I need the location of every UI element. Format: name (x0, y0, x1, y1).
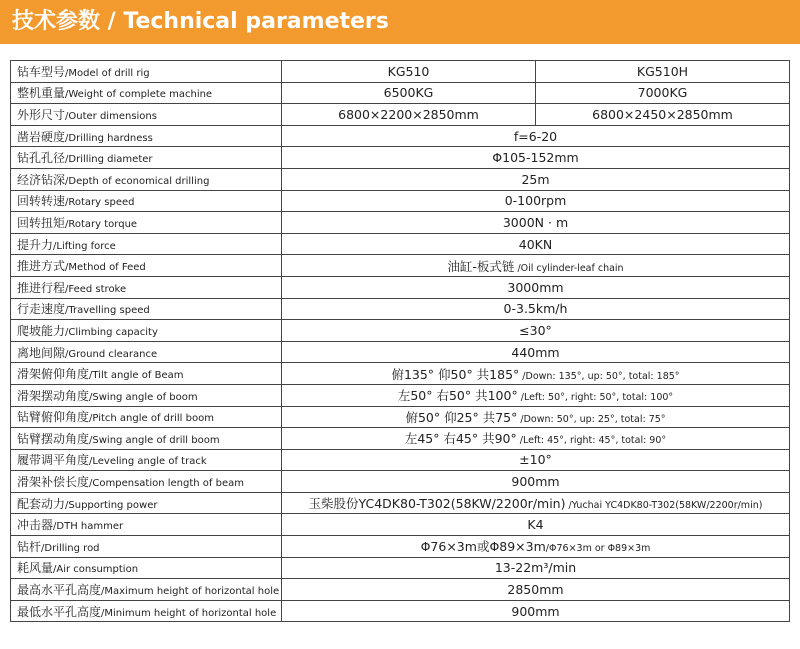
parameter-value-en: /Left: 45°, right: 45°, total: 90° (516, 435, 667, 447)
parameter-value-main: 俯135° 仰50° 共185° (391, 366, 520, 382)
table-row (11, 428, 790, 450)
table-row (11, 579, 790, 601)
parameter-value-en: /Φ76×3m or Φ89×3m (545, 543, 651, 555)
parameter-value (282, 125, 790, 147)
parameter-value-en: /Left: 50°, right: 50°, total: 100° (517, 392, 674, 404)
parameter-label-en: /Maximum height of horizontal hole (101, 586, 280, 598)
parameter-label (11, 492, 282, 514)
parameter-label-zh: 钻臂摆动角度 (17, 431, 90, 446)
parameter-value-main: 3000N · m (502, 214, 569, 230)
parameter-value-main: 玉柴股份YC4DK80-T302(58KW/2200r/min) (308, 496, 566, 512)
parameter-label-en: /Tilt angle of Beam (89, 370, 184, 382)
parameter-label-zh: 最低水平孔高度 (17, 604, 102, 619)
parameter-value (282, 579, 790, 601)
parameter-label (11, 363, 282, 385)
table-row (11, 341, 790, 363)
parameter-label-zh: 回转扭矩 (17, 215, 66, 230)
parameter-label-en: /Swing angle of boom (89, 391, 198, 403)
parameters-table-body (11, 61, 790, 622)
parameter-value (282, 471, 790, 493)
parameter-label (11, 168, 282, 190)
parameter-value-main: f=6-20 (513, 128, 558, 144)
parameter-label-zh: 履带调平角度 (17, 453, 90, 468)
parameter-value (282, 600, 790, 622)
table-row (11, 168, 790, 190)
parameter-label (11, 406, 282, 428)
parameter-label-zh: 推进方式 (17, 259, 66, 274)
parameter-label-en: /Depth of economical drilling (65, 175, 210, 187)
parameter-value-main: 440mm (511, 344, 560, 360)
parameter-value (282, 147, 790, 169)
parameter-value-main: K4 (527, 517, 544, 533)
value-kg510h: KG510H (536, 61, 790, 83)
parameter-value (282, 557, 790, 579)
parameter-value-main: 40KN (518, 236, 553, 252)
parameter-label (11, 125, 282, 147)
parameter-value-main: 3000mm (507, 279, 564, 295)
table-row (11, 406, 790, 428)
value-kg510: KG510 (282, 61, 536, 83)
value-kg510: 6800×2200×2850mm (282, 104, 536, 126)
value-kg510h: 7000KG (536, 82, 790, 104)
parameter-label-zh: 凿岩硬度 (17, 129, 66, 144)
parameter-value (282, 492, 790, 514)
parameter-value-main: Φ105-152mm (492, 150, 579, 166)
parameter-value-main: 油缸-板式链 (447, 258, 515, 274)
parameter-value (282, 449, 790, 471)
parameter-label-en: /Drilling hardness (65, 132, 153, 144)
parameter-value-main: ≤30° (519, 322, 552, 338)
parameter-value-main: 左50° 右50° 共100° (397, 388, 518, 404)
parameter-label-en: /Weight of complete machine (65, 89, 213, 101)
parameter-label-zh: 回转转速 (17, 194, 66, 209)
parameter-value-main: 0-100rpm (504, 193, 567, 209)
parameter-label-en: /Feed stroke (65, 283, 127, 295)
parameter-value (282, 190, 790, 212)
table-row (11, 82, 790, 104)
parameter-label (11, 104, 282, 126)
parameter-label-en: /Leveling angle of track (89, 456, 207, 468)
table-row (11, 233, 790, 255)
parameter-label-zh: 滑架补偿长度 (17, 475, 90, 490)
parameter-value-main: 13-22m³/min (494, 560, 577, 576)
parameter-label (11, 233, 282, 255)
table-row (11, 471, 790, 493)
parameter-label-en: /Drilling diameter (65, 154, 153, 166)
table-row (11, 298, 790, 320)
parameter-value-main: Φ76×3m或Φ89×3m (420, 539, 546, 555)
parameter-label-en: /Outer dimensions (65, 110, 157, 122)
parameter-value (282, 168, 790, 190)
parameter-label-zh: 钻臂俯仰角度 (17, 410, 90, 425)
parameter-label-en: /Rotary speed (65, 197, 135, 209)
parameter-value-main: 900mm (511, 474, 560, 490)
table-row (11, 104, 790, 126)
parameter-value-main: 左45° 右45° 共90° (404, 431, 517, 447)
parameter-label-zh: 外形尺寸 (17, 107, 66, 122)
table-row (11, 212, 790, 234)
table-row (11, 147, 790, 169)
parameter-label-zh: 行走速度 (17, 302, 66, 317)
parameter-value-main: 0-3.5km/h (503, 301, 568, 317)
table-row (11, 600, 790, 622)
table-row (11, 384, 790, 406)
parameter-value-en: /Down: 135°, up: 50°, total: 185° (519, 370, 680, 382)
parameter-label (11, 82, 282, 104)
parameter-value-main: 俯50° 仰25° 共75° (405, 409, 518, 425)
table-row (11, 363, 790, 385)
table-row (11, 125, 790, 147)
parameter-label-zh: 爬坡能力 (17, 323, 66, 338)
parameter-label (11, 449, 282, 471)
parameter-label-zh: 整机重量 (17, 86, 66, 101)
parameter-value-main: ±10° (519, 452, 552, 468)
parameter-label-zh: 配套动力 (17, 496, 66, 511)
table-row (11, 557, 790, 579)
parameter-value-main: 2850mm (507, 582, 564, 598)
parameter-label (11, 147, 282, 169)
parameter-label (11, 298, 282, 320)
parameter-label-en: /Lifting force (53, 240, 116, 252)
parameter-value-en: /Oil cylinder-leaf chain (514, 262, 624, 274)
parameter-label (11, 276, 282, 298)
parameter-value-main: 900mm (511, 603, 560, 619)
parameter-label-zh: 最高水平孔高度 (17, 583, 102, 598)
parameter-value (282, 212, 790, 234)
parameter-label (11, 557, 282, 579)
parameter-label (11, 600, 282, 622)
table-row (11, 536, 790, 558)
table-row (11, 449, 790, 471)
parameter-value (282, 320, 790, 342)
parameter-label-zh: 冲击器 (17, 518, 54, 533)
parameter-label-en: /Supporting power (65, 499, 158, 511)
parameter-label (11, 190, 282, 212)
parameter-label (11, 384, 282, 406)
parameter-label (11, 428, 282, 450)
parameter-label-zh: 提升力 (17, 237, 54, 252)
parameter-label-en: /Travelling speed (65, 305, 150, 317)
parameter-value (282, 233, 790, 255)
parameter-value (282, 363, 790, 385)
parameter-label-zh: 经济钻深 (17, 172, 66, 187)
parameter-value (282, 384, 790, 406)
parameter-label-en: /Compensation length of beam (89, 478, 244, 490)
table-row (11, 61, 790, 83)
parameter-value-main: 25m (521, 171, 550, 187)
value-kg510: 6500KG (282, 82, 536, 104)
parameter-value (282, 514, 790, 536)
parameter-value (282, 536, 790, 558)
table-row (11, 514, 790, 536)
parameter-label-zh: 推进行程 (17, 280, 66, 295)
table-row (11, 320, 790, 342)
parameter-value (282, 341, 790, 363)
parameter-label (11, 514, 282, 536)
parameter-label-zh: 钻孔孔径 (17, 151, 66, 166)
parameter-label-zh: 钻杆 (17, 539, 42, 554)
parameter-value-en: /Yuchai YC4DK80-T302(58KW/2200r/min) (565, 500, 763, 512)
table-row (11, 255, 790, 277)
parameter-label (11, 579, 282, 601)
parameter-label (11, 341, 282, 363)
parameter-label (11, 320, 282, 342)
parameter-label-en: /Minimum height of horizontal hole (101, 607, 277, 619)
parameter-label (11, 61, 282, 83)
parameter-label-en: /Pitch angle of drill boom (89, 413, 214, 425)
parameters-table (10, 60, 790, 622)
parameter-value-en: /Down: 50°, up: 25°, total: 75° (517, 413, 666, 425)
parameter-value (282, 298, 790, 320)
page-title: 技术参数 / Technical parameters (0, 0, 800, 44)
table-row (11, 492, 790, 514)
parameter-value (282, 406, 790, 428)
parameter-label-en: /DTH hammer (53, 521, 124, 533)
parameter-label (11, 536, 282, 558)
parameter-label-en: /Air consumption (53, 564, 139, 576)
parameter-label-en: /Climbing capacity (65, 326, 158, 338)
value-kg510h: 6800×2450×2850mm (536, 104, 790, 126)
parameter-label-zh: 钻车型号 (17, 64, 66, 79)
table-row (11, 276, 790, 298)
parameter-label-en: /Method of Feed (65, 262, 146, 274)
parameter-label-zh: 耗风量 (17, 561, 54, 576)
parameters-table-container (10, 60, 789, 622)
parameter-value (282, 255, 790, 277)
parameter-value (282, 428, 790, 450)
parameter-label-en: /Rotary torque (65, 218, 138, 230)
parameter-label-en: /Ground clearance (65, 348, 158, 360)
parameter-label (11, 212, 282, 234)
parameter-label-en: /Model of drill rig (65, 67, 150, 79)
parameter-value (282, 276, 790, 298)
parameter-label (11, 471, 282, 493)
parameter-label (11, 255, 282, 277)
parameter-label-en: /Drilling rod (41, 542, 100, 554)
parameter-label-zh: 滑架俯仰角度 (17, 367, 90, 382)
table-row (11, 190, 790, 212)
parameter-label-zh: 离地间隙 (17, 345, 66, 360)
parameter-label-zh: 滑架摆动角度 (17, 388, 90, 403)
parameter-label-en: /Swing angle of drill boom (89, 434, 220, 446)
